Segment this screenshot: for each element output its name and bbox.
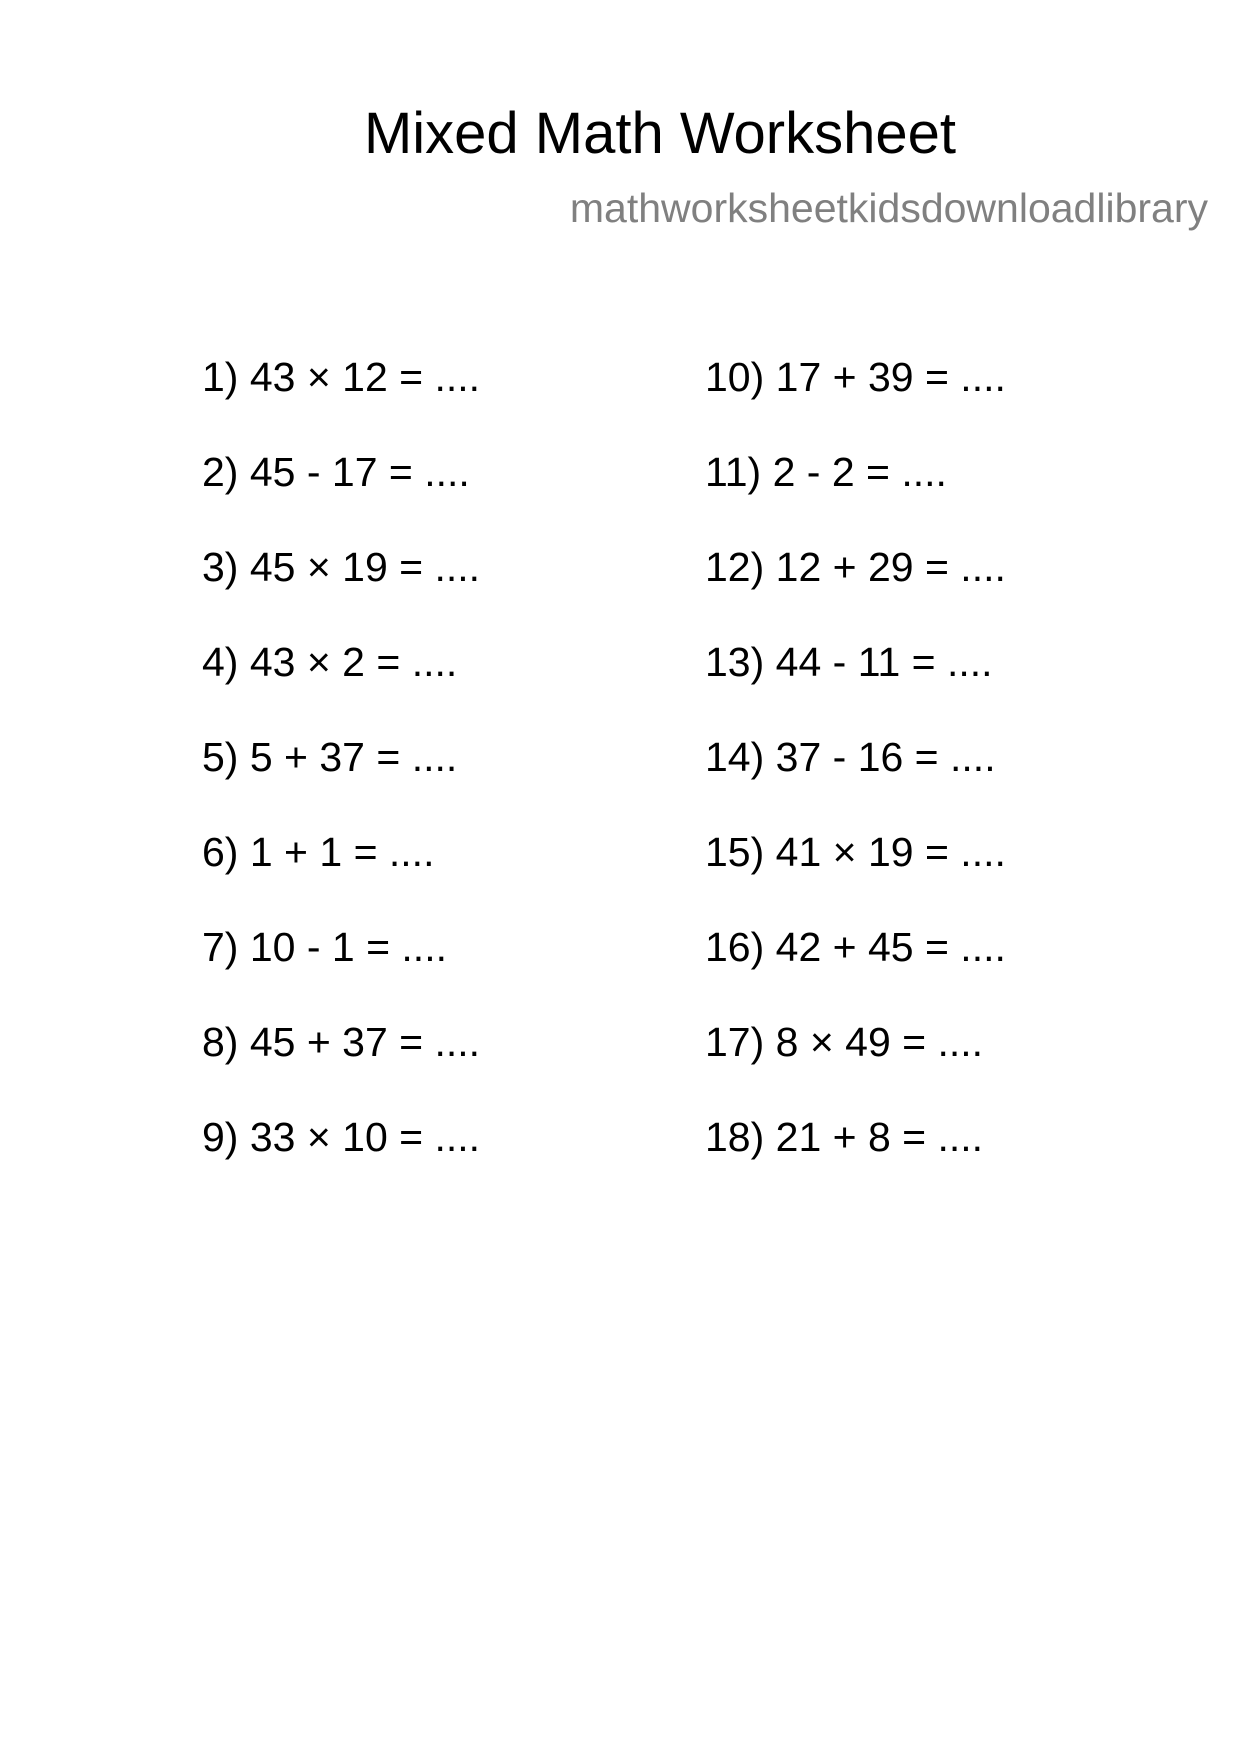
problem-10: 10) 17 + 39 = .... xyxy=(705,354,1006,400)
watermark-text: mathworksheetkidsdownloadlibrary xyxy=(569,185,1208,231)
problem-3: 3) 45 × 19 = .... xyxy=(202,544,481,590)
problem-column-right xyxy=(705,352,1006,1207)
problem-16: 16) 42 + 45 = .... xyxy=(705,924,1006,970)
problem-5: 5) 5 + 37 = .... xyxy=(202,734,458,780)
problem-17: 17) 8 × 49 = .... xyxy=(705,1019,984,1065)
problem-1: 1) 43 × 12 = .... xyxy=(202,354,481,400)
problem-13: 13) 44 - 11 = .... xyxy=(705,639,993,685)
problem-9: 9) 33 × 10 = .... xyxy=(202,1114,481,1160)
page-title: Mixed Math Worksheet xyxy=(363,101,957,166)
problem-column-left xyxy=(202,352,480,1207)
problem-12: 12) 12 + 29 = .... xyxy=(705,544,1006,590)
problem-14: 14) 37 - 16 = .... xyxy=(705,734,996,780)
problem-4: 4) 43 × 2 = .... xyxy=(202,639,458,685)
problem-7: 7) 10 - 1 = .... xyxy=(202,924,447,970)
problem-2: 2) 45 - 17 = .... xyxy=(202,449,470,495)
problem-18: 18) 21 + 8 = .... xyxy=(705,1114,984,1160)
problem-6: 6) 1 + 1 = .... xyxy=(202,829,435,875)
problem-11: 11) 2 - 2 = .... xyxy=(705,449,947,495)
problem-8: 8) 45 + 37 = .... xyxy=(202,1019,481,1065)
problem-15: 15) 41 × 19 = .... xyxy=(705,829,1006,875)
